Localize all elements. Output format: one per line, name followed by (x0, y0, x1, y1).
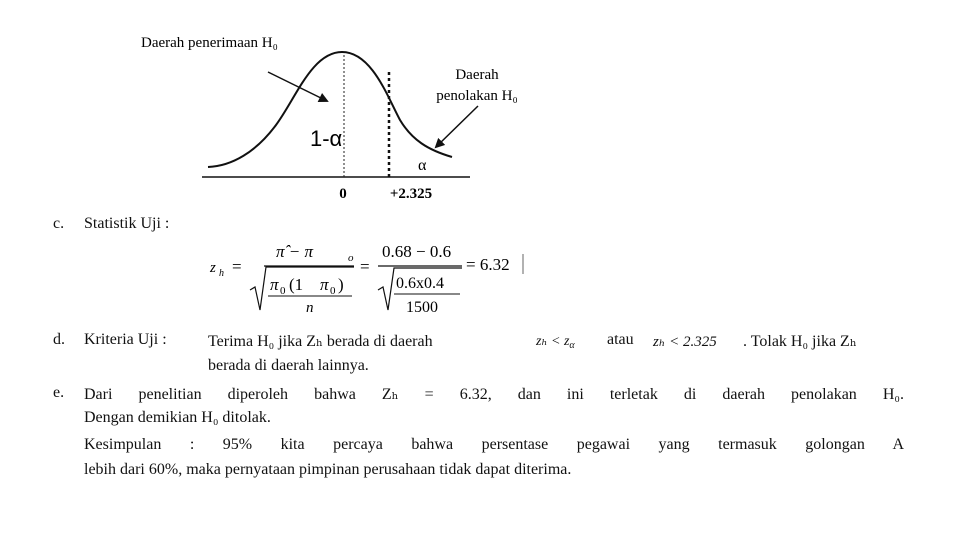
den1-n: n (306, 300, 314, 316)
section-e-line1: Dari penelitian diperoleh bahwa Zₕ = 6.32, dan ini terletak di daerah penolakan H₀. (84, 386, 904, 403)
section-c-letter: c. (53, 215, 65, 232)
rejection-region-label-line2: penolakan H₀ (436, 88, 518, 104)
fraction2-numerator: 0.68 − 0.6 (382, 242, 452, 261)
section-d-cond1-text: zₕ < z (536, 334, 570, 349)
den2-top: 0.6x0.4 (396, 275, 444, 292)
den1-pi-a-sub: 0 (280, 285, 286, 297)
rejection-region-label-line1: Daerah (455, 67, 499, 83)
section-e-line4: lebih dari 60%, maka pernyataan pimpinan perusahaan tidak dapat diterima. (84, 461, 572, 478)
den2-bottom: 1500 (406, 299, 438, 316)
section-d-letter: d. (53, 331, 65, 348)
z-h-subscript: h (219, 268, 224, 279)
tick-label-zero: 0 (339, 186, 347, 202)
acceptance-arrow (268, 72, 327, 101)
section-d-cond1-sub: α (569, 340, 575, 351)
z-h-symbol: z (210, 260, 216, 276)
section-d-cond2: zₕ < 2.325 (653, 334, 717, 350)
section-e-line2: Dengan demikian H₀ ditolak. (84, 409, 271, 426)
den1-close-paren: ) (338, 275, 344, 294)
section-d-heading: Kriteria Uji : (84, 331, 167, 348)
den1-pi-c-sub: 0 (330, 285, 336, 297)
den1-pi-c: π (320, 275, 329, 294)
den1-pi-a: π (270, 275, 279, 294)
formula-result: = 6.32 (466, 255, 510, 274)
normal-curve-graph (0, 0, 960, 215)
one-minus-alpha-label: 1-α (310, 126, 343, 151)
section-d-line2: berada di daerah lainnya. (208, 357, 369, 374)
equals-1: = (232, 257, 242, 276)
section-c-heading: Statistik Uji : (84, 215, 170, 232)
fraction1-numerator: π̂ − π (276, 242, 314, 261)
section-d-text1: Terima H₀ jika Zₕ berada di daerah (208, 333, 433, 350)
test-statistic-formula (200, 230, 560, 320)
equals-2: = (360, 257, 370, 276)
section-e-letter: e. (53, 384, 65, 401)
section-d-atau: atau (607, 331, 634, 348)
section-d-cond1 (536, 333, 575, 351)
acceptance-region-label: Daerah penerimaan H₀ (141, 35, 278, 51)
tick-label-critical: +2.325 (389, 186, 433, 202)
den1-one: (1 (289, 275, 304, 294)
rejection-arrow (436, 106, 478, 147)
section-e-line3: Kesimpulan : 95% kita percaya bahwa persentase pegawai yang termasuk golongan A (84, 436, 904, 453)
fraction1-numerator-sub: o (348, 252, 354, 264)
alpha-label: α (418, 157, 427, 174)
section-d-text2: . Tolak H₀ jika Zₕ (743, 333, 857, 350)
